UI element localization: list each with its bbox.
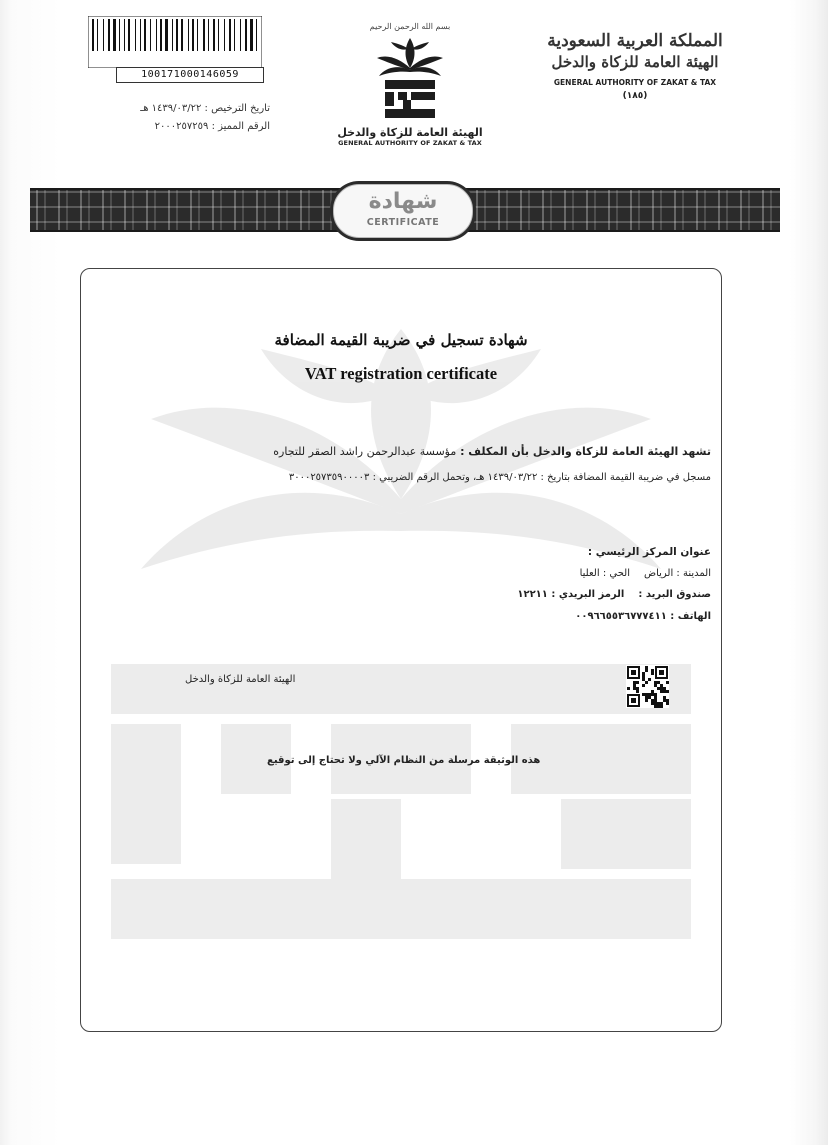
system-note: هذه الوثيقة مرسلة من النظام الآلي ولا تحتاج إلى توقيع [267,755,541,766]
authority-arabic: الهيئة العامة للزكاة والدخل [551,53,719,71]
address-postal-code: الرمز البريدي : ١٢٢١١ [517,589,625,600]
certificate-title-ar: شهادة تسجيل في ضريبة القيمة المضافة [274,331,528,349]
certificate-badge [333,184,473,238]
kingdom-header [540,30,730,101]
registration-line: مسجل في ضريبة القيمة المضافة بتاريخ : ١٤٣٩/٠٣/٢٢ هـ، وتحمل الرقم الضريبي : ٣٠٠٠٢٥٧٣٥٩٠٠٠٠٣ [288,472,711,483]
authority-english: GENERAL AUTHORITY OF ZAKAT & TAX [553,78,717,87]
palm-emblem-icon [373,34,447,124]
license-meta [140,100,270,136]
authority-code: (١٨٥) [622,91,648,101]
address-city: المدينة : الرياض [643,568,711,579]
address-district: الحي : العليا [579,568,630,579]
barcode-bars [88,16,262,68]
statement-prefix: تشهد الهيئة العامة للزكاة والدخل بأن المكلف : [460,445,711,458]
address-po-box: صندوق البريد : [638,589,711,600]
center-english-name: GENERAL AUTHORITY OF ZAKAT & TAX [338,139,482,147]
address-phone: الهاتف : ٠٠٩٦٦٥٥٣٦٧٧٧٤١١ [575,611,711,622]
center-arabic-name: الهيئة العامة للزكاة والدخل [337,126,483,139]
certificate-label-en: CERTIFICATE [366,217,440,228]
issuer-name: الهيئة العامة للزكاة والدخل [185,674,296,685]
kingdom-name: المملكة العربية السعودية [547,31,723,51]
license-date: تاريخ الترخيص : ١٤٣٩/٠٣/٢٢ هـ [140,103,270,114]
address-heading: عنوان المركز الرئيسي : [587,546,711,558]
taxpayer-statement [273,445,711,458]
address-city-row [580,568,711,579]
qr-code-icon [626,665,669,708]
authority-logo [330,20,490,168]
certificate-label-ar: شهادة [368,189,438,214]
certificate-title-en: VAT registration certificate [304,364,498,383]
distinct-number: الرقم المميز : ٢٠٠٠٢٥٧٢٥٩ [154,121,270,132]
address-postal-row [517,589,711,600]
barcode [88,16,262,80]
barcode-number: 100171000146059 [116,67,264,83]
taxpayer-name: مؤسسة عبدالرحمن راشد الصقر للتجاره [273,445,457,458]
certificate-frame [80,268,722,1032]
calligraphy-text: بسم الله الرحمن الرحيم [369,22,451,31]
